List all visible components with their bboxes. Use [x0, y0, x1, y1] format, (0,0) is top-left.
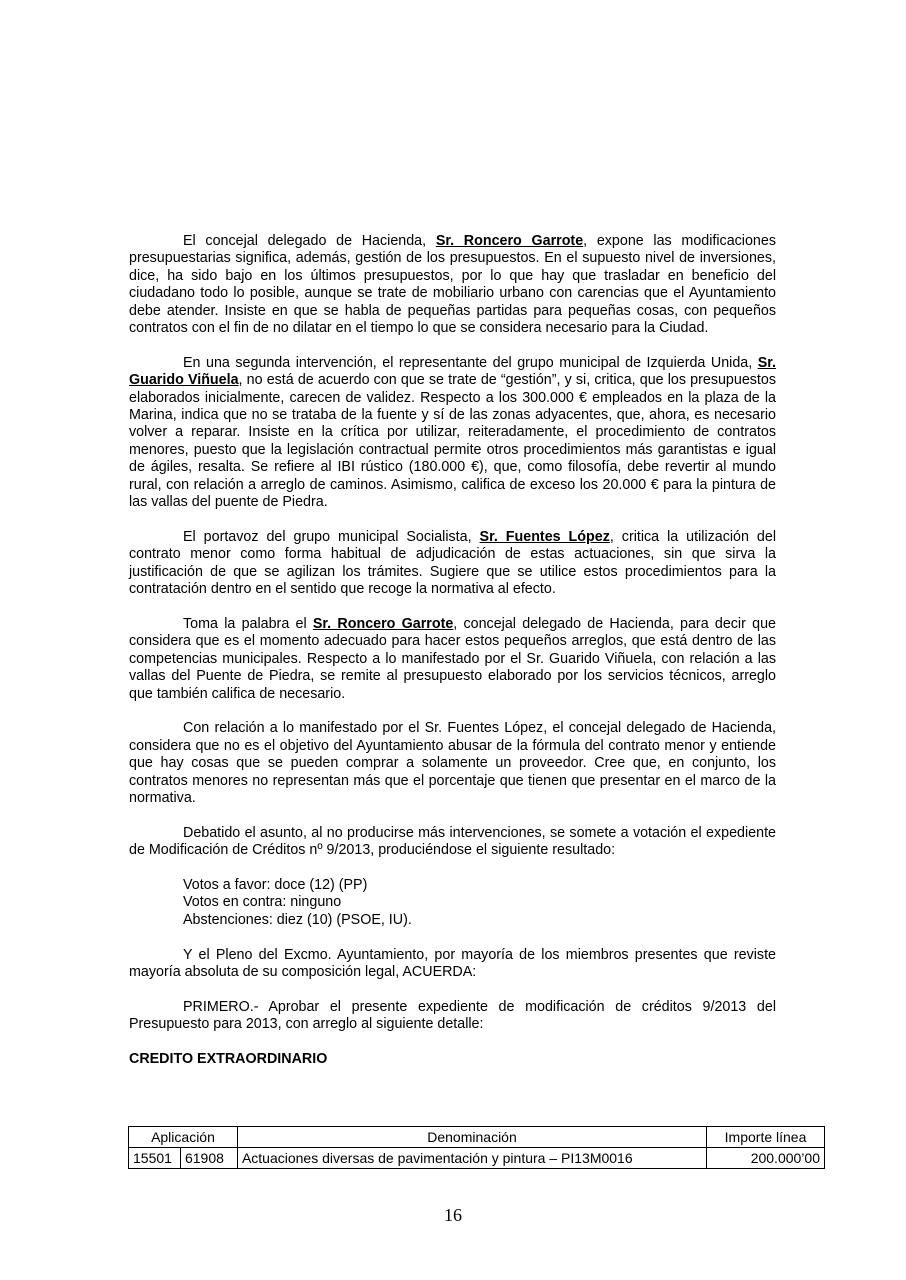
speaker-name: Sr. Guarido Viñuela — [129, 354, 776, 389]
speaker-name: Sr. Roncero Garrote — [312, 615, 454, 632]
cell-importe: 200.000’00 — [707, 1148, 825, 1169]
paragraph-primero: PRIMERO.- Aprobar el presente expediente de modificación de créditos 9/2013 del Presupuesto para 2013, con arreglo al siguiente detalle: — [129, 998, 776, 1033]
speaker-name: Sr. Fuentes López — [479, 528, 610, 545]
paragraph-acuerda: Y el Pleno del Excmo. Ayuntamiento, por mayoría de los miembros presentes que reviste mayoría absoluta de su composición legal, ACUERDA: — [129, 946, 776, 980]
header-aplicacion: Aplicación — [129, 1127, 238, 1148]
credit-table — [128, 1126, 825, 1169]
votes-contra: Votos en contra: ninguno — [183, 894, 342, 911]
cell-programa: 15501 — [129, 1148, 181, 1169]
header-importe: Importe línea — [707, 1127, 825, 1148]
document-body — [129, 233, 776, 1068]
paragraph-guarido: En una segunda intervención, el representante del grupo municipal de Izquierda Unida, Sr. Guarido Viñuela, no está de acuerdo con que se trate de “gestión”, y si, critica, que los presupuestos elaborados inicialmente, carecen de validez. Respecto a los 300.000 € empleados en la plaza de la Marina, indica que no se trataba de la fuente y sí de las zonas adyacentes, que, ahora, es necesario volver a reparar. Insiste en la crítica por utilizar, reiteradamente, el procedimiento de contratos menores, puesto que la legislación contractual permite otros procedimientos más garantistas e igual de ágiles, resalta. Se refiere al IBI rústico (180.000 €), que, como filosofía, debe revertir al mundo rural, con relación a arreglo de caminos. Asimismo, califica de exceso los 20.000 € para la pintura de las vallas del puente de Piedra. — [129, 354, 776, 511]
paragraph-roncero-1: El concejal delegado de Hacienda, Sr. Roncero Garrote, expone las modificaciones presupuestarias significa, además, gestión de los presupuestos. En el supuesto nivel de inversiones, dice, ha sido bajo en los últimos presupuestos, por lo que hay que trasladar en beneficio del ciudadano todo lo posible, aunque se trate de mobiliario urbano con carencias que el Ayuntamiento debe atender. Insiste en que se habla de pequeñas partidas para pequeñas cosas, con pequeños contratos con el fin de no dilatar en el tiempo lo que se considera necesario para la Ciudad. — [129, 233, 776, 337]
cell-denominacion: Actuaciones diversas de pavimentación y pintura – PI13M0016 — [237, 1148, 706, 1169]
section-title: CREDITO EXTRAORDINARIO — [129, 1050, 328, 1067]
speaker-name: Sr. Roncero Garrote — [435, 233, 584, 249]
page-number: 16 — [444, 1205, 462, 1225]
votes-favor: Votos a favor: doce (12) (PP) — [183, 876, 368, 893]
paragraph-votacion: Debatido el asunto, al no producirse más intervenciones, se somete a votación el expediente de Modificación de Créditos nº 9/2013, produciéndose el siguiente resultado: — [129, 824, 776, 859]
paragraph-roncero-2: Toma la palabra el Sr. Roncero Garrote, concejal delegado de Hacienda, para decir que considera que es el momento adecuado para hacer estos pequeños arreglos, que está dentro de las competencias municipales. Respecto a lo manifestado por el Sr. Guarido Viñuela, con relación a las vallas del Puente de Piedra, se remite al presupuesto elaborado por los servicios técnicos, arreglo que también califica de necesario. — [129, 615, 776, 702]
table-header-row — [129, 1127, 825, 1148]
paragraph-fuentes-reply: Con relación a lo manifestado por el Sr. Fuentes López, el concejal delegado de Hacienda, considera que no es el objetivo del Ayuntamiento abusar de la fórmula del contrato menor y entiende que hay cosas que se pueden comprar a solamente un proveedor. Cree que, en conjunto, los contratos menores no representan más que el porcentaje que tienen que presentar en el marco de la normativa. — [129, 720, 776, 806]
header-denominacion: Denominación — [237, 1127, 706, 1148]
cell-economica: 61908 — [180, 1148, 237, 1169]
table-row — [129, 1148, 825, 1169]
votes-abstenciones: Abstenciones: diez (10) (PSOE, IU). — [183, 911, 412, 928]
paragraph-fuentes: El portavoz del grupo municipal Socialista, Sr. Fuentes López, critica la utilización del contrato menor como forma habitual de adjudicación de estas actuaciones, sin que sirva la justificación de que se agilizan los trámites. Sugiere que se utilice estos procedimientos para la contratación dentro en el sentido que recoge la normativa al efecto. — [129, 528, 777, 598]
vote-results — [129, 877, 776, 929]
